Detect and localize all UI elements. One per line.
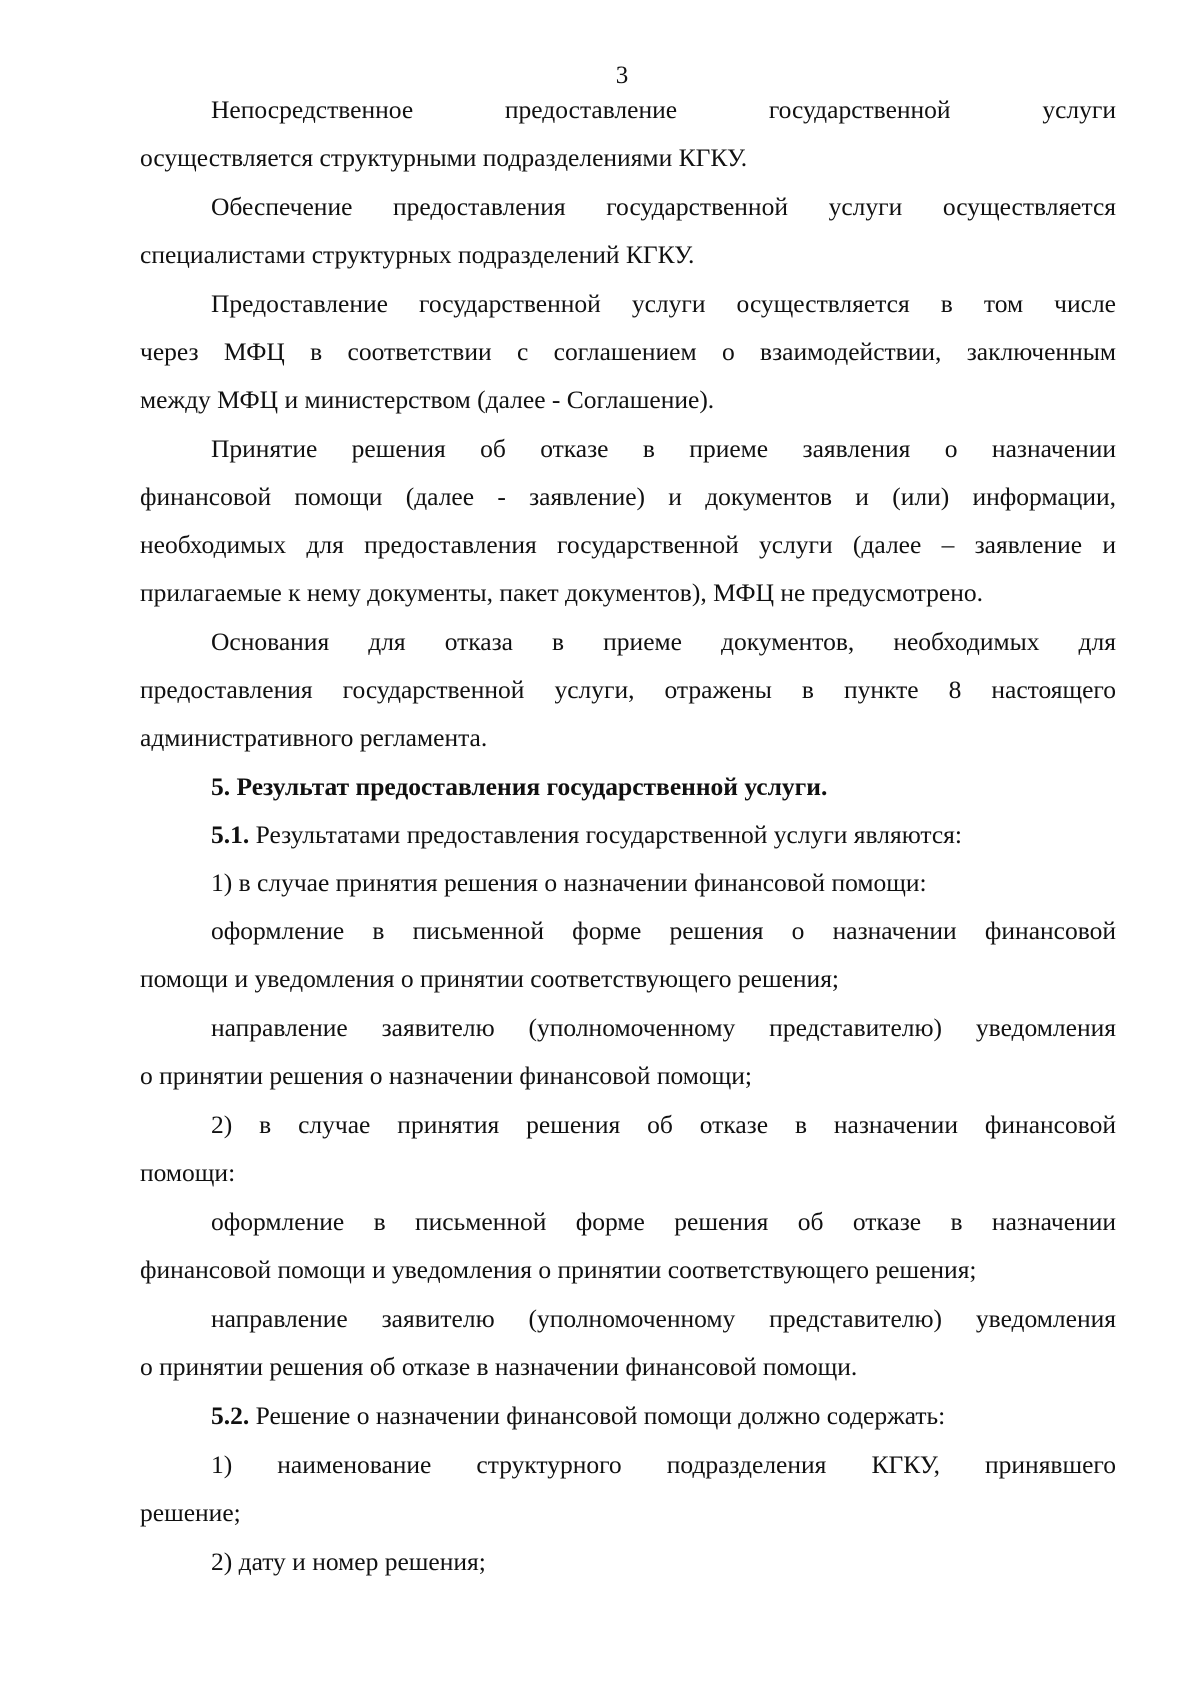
item-1-line-1: 1) в случае принятия решения о назначении финансовой помощи: bbox=[211, 868, 927, 897]
paragraph-4-line-2: финансовой помощи (далее - заявление) и документов и (или) информации, bbox=[140, 482, 1116, 511]
document-body bbox=[140, 86, 1116, 1586]
item-1b-line-1: направление заявителю (уполномоченному представителю) уведомления bbox=[211, 1013, 1116, 1042]
item-2a-line-2: финансовой помощи и уведомления о принятии соответствующего решения; bbox=[140, 1255, 977, 1284]
item-2a-line-1: оформление в письменной форме решения об отказе в назначении bbox=[211, 1207, 1116, 1236]
section-5-heading: 5. Результат предоставления государственной услуги. bbox=[211, 772, 828, 801]
item-1a-line-1: оформление в письменной форме решения о назначении финансовой bbox=[211, 916, 1116, 945]
paragraph-4-line-4: прилагаемые к нему документы, пакет документов), МФЦ не предусмотрено. bbox=[140, 578, 983, 607]
paragraph-3-line-1: Предоставление государственной услуги осуществляется в том числе bbox=[211, 289, 1116, 318]
item-2-line-1: 2) в случае принятия решения об отказе в назначении финансовой bbox=[211, 1110, 1116, 1139]
paragraph-3-line-3: между МФЦ и министерством (далее - Соглашение). bbox=[140, 385, 715, 414]
clause-5-1-number: 5.1. bbox=[211, 820, 250, 849]
paragraph-4-line-1: Принятие решения об отказе в приеме заявления о назначении bbox=[211, 434, 1116, 463]
clause-5-2-number: 5.2. bbox=[211, 1401, 250, 1430]
item-j2-line-1: 2) дату и номер решения; bbox=[211, 1547, 486, 1576]
item-j1-line-1: 1) наименование структурного подразделения КГКУ, принявшего bbox=[211, 1450, 1116, 1479]
paragraph-3-line-2: через МФЦ в соответствии с соглашением о взаимодействии, заключенным bbox=[140, 337, 1116, 366]
paragraph-5-line-1: Основания для отказа в приеме документов, необходимых для bbox=[211, 627, 1116, 656]
paragraph-4-line-3: необходимых для предоставления государственной услуги (далее – заявление и bbox=[140, 530, 1116, 559]
paragraph-5-line-2: предоставления государственной услуги, отражены в пункте 8 настоящего bbox=[140, 675, 1116, 704]
item-1b-line-2: о принятии решения о назначении финансовой помощи; bbox=[140, 1061, 752, 1090]
clause-5-2-text: Решение о назначении финансовой помощи должно содержать: bbox=[249, 1401, 946, 1430]
page-number: 3 bbox=[615, 62, 629, 89]
paragraph-2-line-2: специалистами структурных подразделений КГКУ. bbox=[140, 240, 695, 269]
paragraph-5-line-3: административного регламента. bbox=[140, 723, 488, 752]
item-2-line-2: помощи: bbox=[140, 1158, 236, 1187]
clause-5-1-text: Результатами предоставления государственной услуги являются: bbox=[249, 820, 962, 849]
clause-5-2 bbox=[140, 1392, 1116, 1440]
item-1a-line-2: помощи и уведомления о принятии соответствующего решения; bbox=[140, 964, 840, 993]
item-2b-line-1: направление заявителю (уполномоченному представителю) уведомления bbox=[211, 1304, 1116, 1333]
paragraph-2-line-1: Обеспечение предоставления государственной услуги осуществляется bbox=[211, 192, 1116, 221]
clause-5-1 bbox=[140, 811, 1116, 859]
paragraph-1-line-2: осуществляется структурными подразделениями КГКУ. bbox=[140, 143, 748, 172]
paragraph-1-line-1: Непосредственное предоставление государственной услуги bbox=[211, 95, 1116, 124]
item-j1-line-2: решение; bbox=[140, 1498, 241, 1527]
item-2b-line-2: о принятии решения об отказе в назначении финансовой помощи. bbox=[140, 1352, 858, 1381]
